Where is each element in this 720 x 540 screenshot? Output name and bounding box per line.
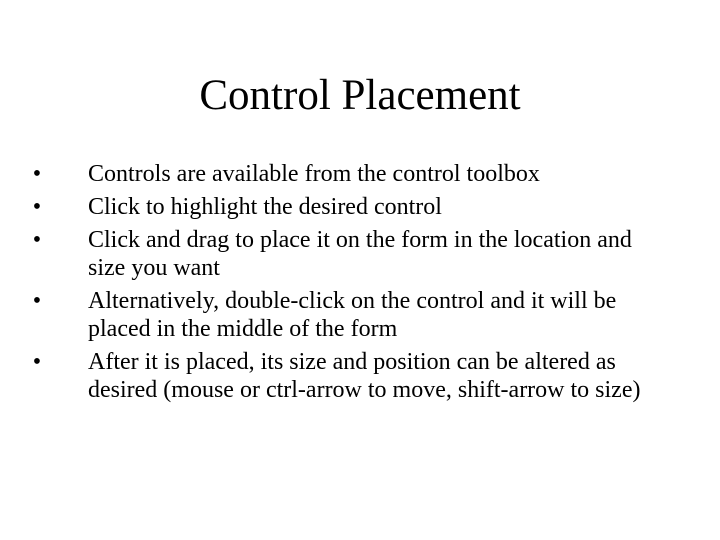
- bullet-item: [30, 160, 650, 188]
- bullet-dot-icon: •: [32, 288, 42, 314]
- bullet-dot-icon: •: [32, 161, 42, 187]
- bullet-item: [30, 226, 650, 282]
- bullet-list: [30, 160, 650, 409]
- slide-title: Control Placement: [199, 72, 521, 119]
- bullet-text: Alternatively, double-click on the control and it will be placed in the middle of the form: [88, 288, 617, 342]
- bullet-text: Click to highlight the desired control: [88, 194, 442, 220]
- bullet-item: [30, 348, 650, 404]
- bullet-dot-icon: •: [32, 349, 42, 375]
- bullet-text: Controls are available from the control toolbox: [88, 161, 540, 187]
- bullet-dot-icon: •: [32, 194, 42, 220]
- bullet-text: After it is placed, its size and position can be altered as desired (mouse or ctrl-arrow to move, shift-arrow to size): [88, 349, 641, 403]
- bullet-dot-icon: •: [32, 227, 42, 253]
- bullet-text: Click and drag to place it on the form in the location and size you want: [88, 227, 632, 281]
- bullet-item: [30, 193, 650, 221]
- bullet-item: [30, 287, 650, 343]
